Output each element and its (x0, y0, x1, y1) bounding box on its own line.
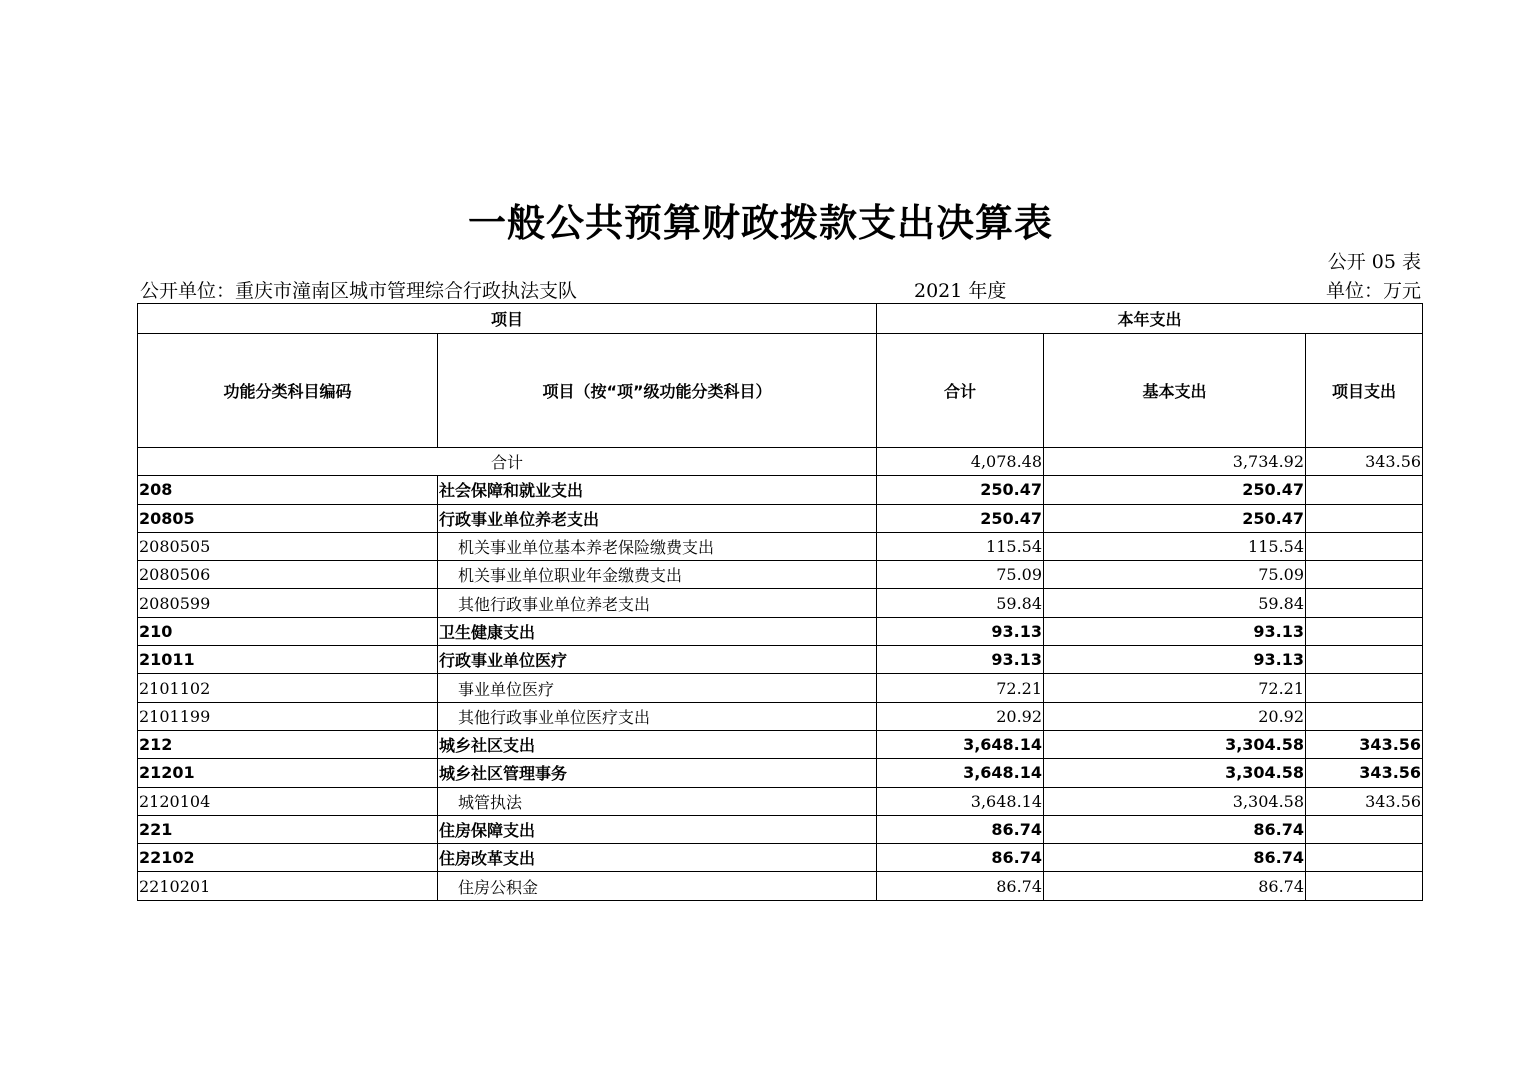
cell-basic: 75.09 (1044, 561, 1306, 589)
cell-name: 住房公积金 (438, 872, 877, 900)
cell-total: 72.21 (877, 674, 1044, 702)
cell-total: 86.74 (877, 815, 1044, 843)
cell-basic: 3,304.58 (1044, 787, 1306, 815)
form-number: 公开 05 表 (1327, 251, 1421, 273)
cell-code: 2080505 (138, 532, 438, 560)
cell-code: 212 (138, 730, 438, 758)
total-row-label: 合计 (138, 448, 877, 476)
cell-name: 机关事业单位基本养老保险缴费支出 (438, 532, 877, 560)
cell-proj: 343.56 (1306, 759, 1423, 787)
cell-code: 22102 (138, 844, 438, 872)
table-row (138, 532, 1423, 560)
cell-proj (1306, 646, 1423, 674)
fiscal-year: 2021 年度 (914, 280, 1007, 302)
cell-proj (1306, 702, 1423, 730)
meta-row (138, 276, 1421, 302)
cell-proj: 343.56 (1306, 730, 1423, 758)
cell-code: 208 (138, 476, 438, 504)
cell-proj (1306, 815, 1423, 843)
header-total: 合计 (877, 334, 1044, 448)
cell-proj (1306, 589, 1423, 617)
total-row-total: 4,078.48 (877, 448, 1044, 476)
table-row (138, 589, 1423, 617)
header-name: 项目（按“项”级功能分类科目） (438, 334, 877, 448)
cell-total: 86.74 (877, 872, 1044, 900)
cell-code: 221 (138, 815, 438, 843)
table-row (138, 787, 1423, 815)
cell-code: 2080599 (138, 589, 438, 617)
table-row (138, 844, 1423, 872)
cell-basic: 250.47 (1044, 476, 1306, 504)
table-row (138, 617, 1423, 645)
cell-name: 城乡社区管理事务 (438, 759, 877, 787)
header-code: 功能分类科目编码 (138, 334, 438, 448)
table-row (138, 504, 1423, 532)
header-row-2 (138, 334, 1423, 448)
cell-name: 社会保障和就业支出 (438, 476, 877, 504)
cell-total: 86.74 (877, 844, 1044, 872)
table-row (138, 476, 1423, 504)
cell-name: 行政事业单位医疗 (438, 646, 877, 674)
reporting-unit: 公开单位：重庆市潼南区城市管理综合行政执法支队 (140, 280, 578, 302)
cell-name: 其他行政事业单位养老支出 (438, 589, 877, 617)
cell-total: 3,648.14 (877, 730, 1044, 758)
cell-basic: 3,304.58 (1044, 730, 1306, 758)
header-project: 项目 (138, 304, 877, 334)
cell-code: 2101199 (138, 702, 438, 730)
total-row-basic: 3,734.92 (1044, 448, 1306, 476)
cell-basic: 86.74 (1044, 815, 1306, 843)
currency-unit: 单位：万元 (1325, 280, 1421, 302)
table-row (138, 815, 1423, 843)
cell-basic: 250.47 (1044, 504, 1306, 532)
cell-basic: 93.13 (1044, 646, 1306, 674)
table-row (138, 646, 1423, 674)
table-row (138, 702, 1423, 730)
cell-basic: 115.54 (1044, 532, 1306, 560)
table-body (138, 448, 1423, 901)
cell-total: 59.84 (877, 589, 1044, 617)
cell-basic: 3,304.58 (1044, 759, 1306, 787)
cell-code: 2080506 (138, 561, 438, 589)
cell-total: 115.54 (877, 532, 1044, 560)
cell-basic: 59.84 (1044, 589, 1306, 617)
cell-code: 2101102 (138, 674, 438, 702)
cell-total: 93.13 (877, 617, 1044, 645)
cell-total: 3,648.14 (877, 759, 1044, 787)
cell-basic: 72.21 (1044, 674, 1306, 702)
cell-name: 其他行政事业单位医疗支出 (438, 702, 877, 730)
table-row (138, 759, 1423, 787)
header-basic: 基本支出 (1044, 334, 1306, 448)
cell-name: 事业单位医疗 (438, 674, 877, 702)
cell-code: 2120104 (138, 787, 438, 815)
cell-name: 住房改革支出 (438, 844, 877, 872)
cell-total: 75.09 (877, 561, 1044, 589)
cell-code: 21011 (138, 646, 438, 674)
cell-proj (1306, 532, 1423, 560)
cell-name: 城乡社区支出 (438, 730, 877, 758)
table-row (138, 730, 1423, 758)
cell-name: 城管执法 (438, 787, 877, 815)
cell-proj: 343.56 (1306, 787, 1423, 815)
cell-code: 2210201 (138, 872, 438, 900)
cell-total: 3,648.14 (877, 787, 1044, 815)
cell-total: 93.13 (877, 646, 1044, 674)
cell-code: 20805 (138, 504, 438, 532)
cell-basic: 86.74 (1044, 844, 1306, 872)
cell-name: 卫生健康支出 (438, 617, 877, 645)
header-proj: 项目支出 (1306, 334, 1423, 448)
cell-code: 210 (138, 617, 438, 645)
table-row (138, 674, 1423, 702)
table-row (138, 872, 1423, 900)
cell-proj (1306, 561, 1423, 589)
header-current-year: 本年支出 (877, 304, 1423, 334)
cell-proj (1306, 872, 1423, 900)
cell-name: 行政事业单位养老支出 (438, 504, 877, 532)
cell-total: 20.92 (877, 702, 1044, 730)
cell-basic: 86.74 (1044, 872, 1306, 900)
cell-basic: 93.13 (1044, 617, 1306, 645)
cell-code: 21201 (138, 759, 438, 787)
cell-total: 250.47 (877, 476, 1044, 504)
cell-proj (1306, 844, 1423, 872)
cell-proj (1306, 476, 1423, 504)
cell-name: 住房保障支出 (438, 815, 877, 843)
total-row (138, 448, 1423, 476)
page-title: 一般公共预算财政拨款支出决算表 (467, 201, 1053, 245)
header-row-1 (138, 304, 1423, 334)
cell-total: 250.47 (877, 504, 1044, 532)
cell-basic: 20.92 (1044, 702, 1306, 730)
table-row (138, 561, 1423, 589)
expenditure-table (137, 303, 1423, 901)
cell-name: 机关事业单位职业年金缴费支出 (438, 561, 877, 589)
total-row-proj: 343.56 (1306, 448, 1423, 476)
cell-proj (1306, 504, 1423, 532)
cell-proj (1306, 617, 1423, 645)
cell-proj (1306, 674, 1423, 702)
